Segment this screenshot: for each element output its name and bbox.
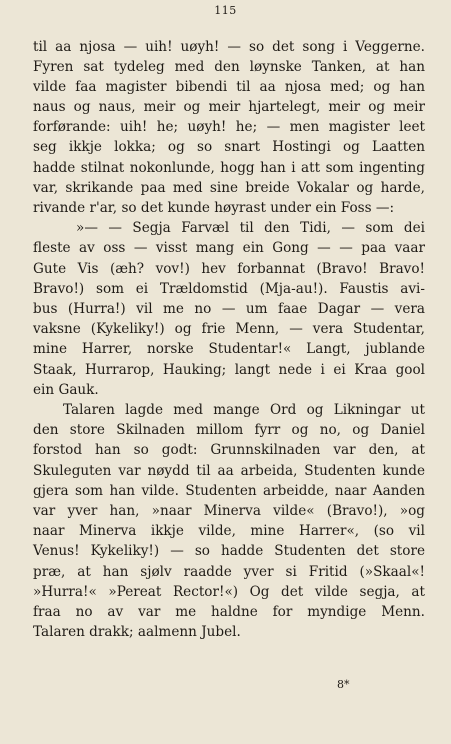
text-line: Venus! Kykeliky!) — so hadde Studenten det store (33, 543, 425, 559)
text-line: »— — Segja Farvæl til den Tidi, — som dei (76, 220, 425, 236)
text-line: den store Skilnaden millom fyrr og no, og Daniel (33, 422, 425, 438)
text-line: ein Gauk. (33, 382, 99, 398)
text-line: Skuleguten var nøydd til aa arbeida, Studenten kunde (33, 463, 425, 479)
text-line: var yver han, »naar Minerva vilde« (Bravo!), »og (33, 503, 425, 519)
text-line: gjera som han vilde. Studenten arbeidde, naar Aanden (33, 483, 425, 499)
text-line: vilde faa magister bibendi til aa njosa med; og han (33, 79, 425, 95)
text-line: var, skrikande paa med sine breide Vokalar og harde, (33, 180, 425, 196)
text-line: Fyren sat tydeleg med den løynske Tanken, at han (33, 59, 425, 75)
text-line: Talaren lagde med mange Ord og Likningar ut (63, 402, 425, 418)
signature-mark: 8* (337, 678, 350, 691)
text-line: fleste av oss — visst mang ein Gong — — paa vaar (33, 240, 425, 256)
text-line: Talaren drakk; aalmenn Jubel. (33, 624, 241, 640)
text-line: rivande r'ar, so det kunde høyrast under ein Foss —: (33, 200, 395, 216)
text-line: Gute Vis (æh? vov!) hev forbannat (Bravo! Bravo! (33, 261, 425, 277)
text-line: præ, at han sjølv raadde yver si Fritid (»Skaal«! (33, 564, 425, 580)
text-line: Staak, Hurrarop, Hauking; langt nede i ei Kraa gool (33, 362, 425, 378)
text-line: »Hurra!« »Pereat Rector!«) Og det vilde segja, at (33, 584, 425, 600)
text-line: hadde stilnat nokonlunde, hogg han i att som ingenting (33, 160, 425, 176)
text-line: forstod han so godt: Grunnskilnaden var den, at (33, 442, 425, 458)
text-line: naus og naus, meir og meir hjartelegt, meir og meir (33, 99, 425, 115)
text-line: naar Minerva ikkje vilde, mine Harrer«, (so vil (33, 523, 425, 539)
text-line: Bravo!) som ei Trældomstid (Mja-au!). Faustis avi- (33, 281, 425, 297)
text-line: til aa njosa — uih! uøyh! — so det song i Veggerne. (33, 39, 425, 55)
text-line: vaksne (Kykeliky!) og frie Menn, — vera Studentar, (33, 321, 425, 337)
page-number: 115 (214, 4, 237, 17)
text-line: bus (Hurra!) vil me no — um faae Dagar — vera (33, 301, 425, 317)
text-line: mine Harrer, norske Studentar!« Langt, jublande (33, 341, 425, 357)
text-line: fraa no av var me haldne for myndige Menn. (33, 604, 425, 620)
text-line: forførande: uih! he; uøyh! he; — men magister leet (33, 119, 425, 135)
text-line: seg ikkje lokka; og so snart Hostingi og Laatten (33, 139, 425, 155)
